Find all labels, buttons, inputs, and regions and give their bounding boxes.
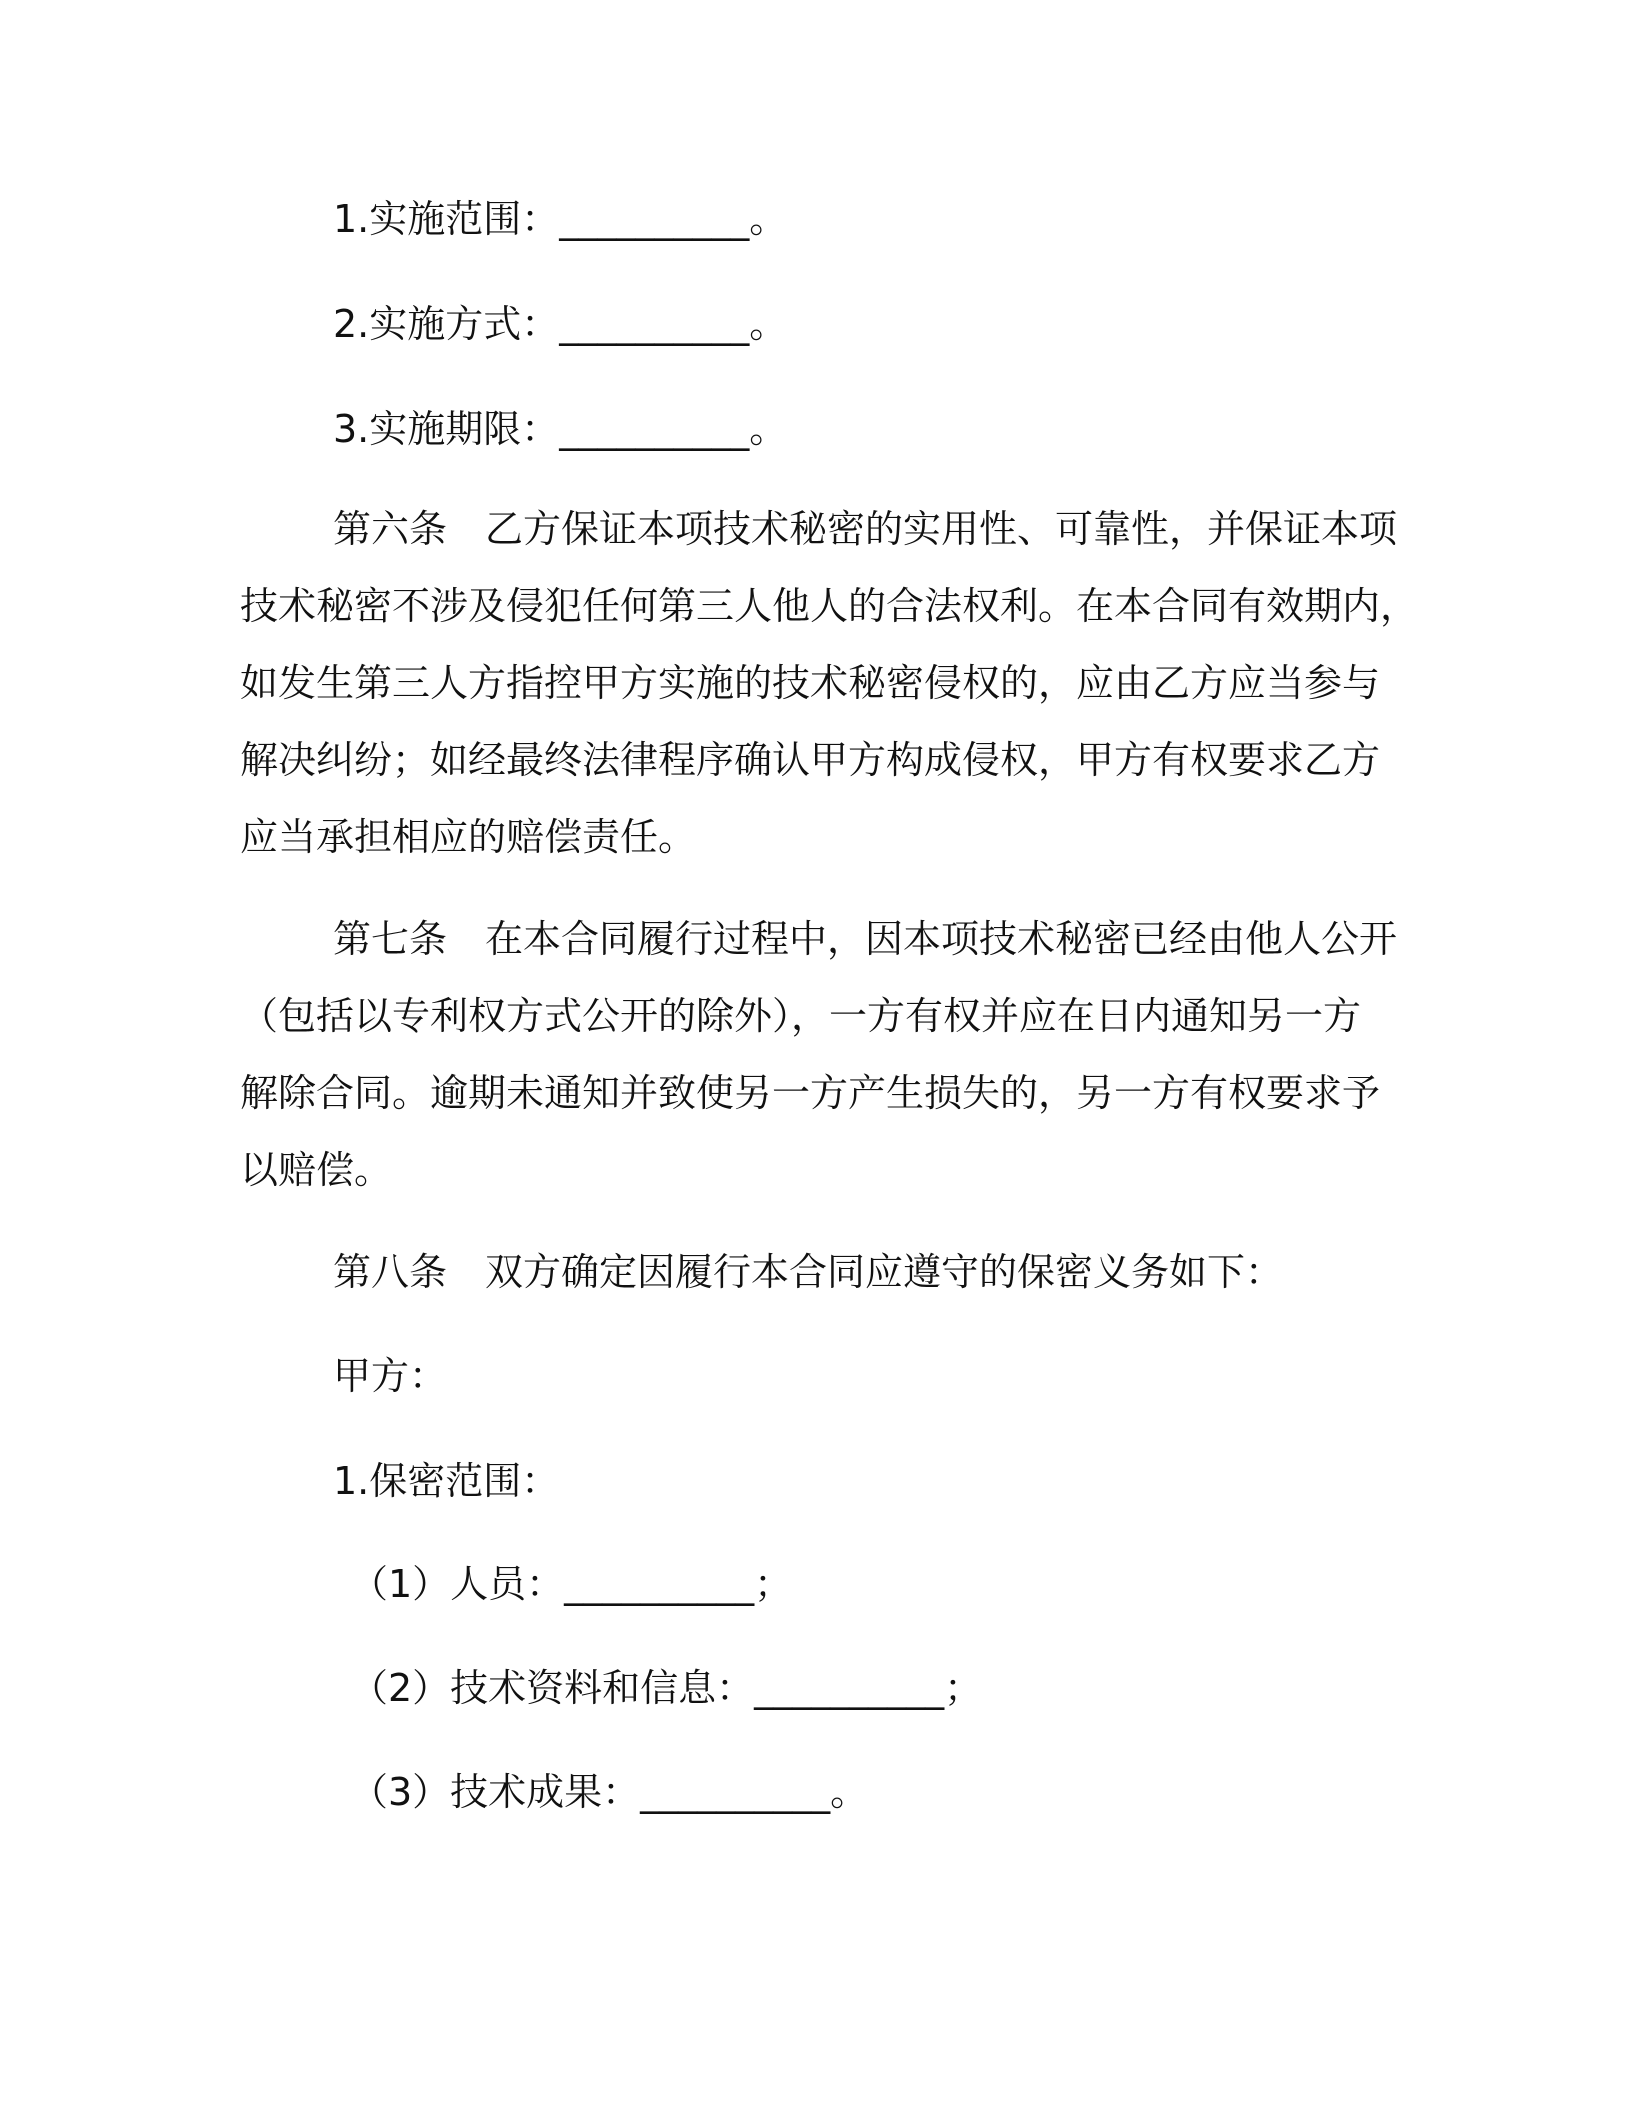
scope-item-personnel: （1）人员：__________；	[350, 1562, 793, 1606]
scope-item-technical-results: （3）技术成果：__________。	[350, 1770, 869, 1814]
article7-line-3: 解除合同。逾期未通知并致使另一方产生损失的，另一方有权要求予	[240, 1071, 1381, 1115]
article6-line-1: 第六条 乙方保证本项技术秘密的实用性、可靠性，并保证本项	[333, 507, 1398, 551]
party-a-label: 甲方：	[333, 1354, 448, 1398]
implementation-method-line: 2.实施方式：__________。	[333, 302, 788, 346]
article7-line-4: 以赔偿。	[240, 1148, 393, 1192]
confidential-scope-heading: 1.保密范围：	[333, 1459, 560, 1503]
implementation-period-line: 3.实施期限：__________。	[333, 407, 788, 451]
article6-line-2: 技术秘密不涉及侵犯任何第三人他人的合法权利。在本合同有效期内，	[240, 584, 1419, 628]
article6-line-3: 如发生第三人方指控甲方实施的技术秘密侵权的，应由乙方应当参与	[240, 661, 1381, 705]
article6-line-5: 应当承担相应的赔偿责任。	[240, 815, 697, 859]
implementation-scope-line: 1.实施范围：__________。	[333, 197, 788, 241]
article6-line-4: 解决纠纷；如经最终法律程序确认甲方构成侵权，甲方有权要求乙方	[240, 738, 1381, 782]
article7-line-2: （包括以专利权方式公开的除外），一方有权并应在日内通知另一方	[240, 994, 1362, 1038]
article8-line: 第八条 双方确定因履行本合同应遵守的保密义务如下：	[333, 1250, 1284, 1294]
scope-item-technical-info: （2）技术资料和信息：__________；	[350, 1666, 983, 1710]
article7-line-1: 第七条 在本合同履行过程中，因本项技术秘密已经由他人公开	[333, 917, 1398, 961]
